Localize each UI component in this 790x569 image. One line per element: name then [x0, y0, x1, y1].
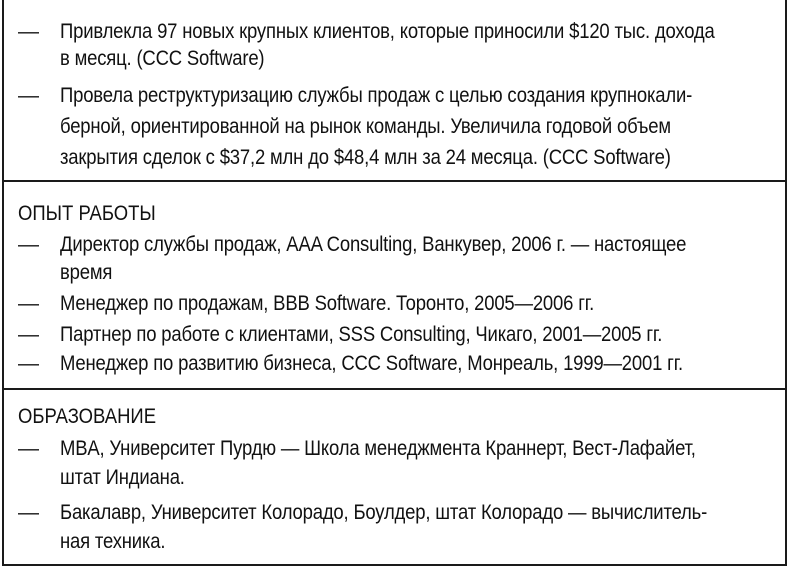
- education-1-line-1: MBA, Университет Пурдю — Школа менеджмента Краннерт, Вест-Лафайет,: [60, 437, 696, 460]
- education-2-line-2: ная техника.: [60, 530, 166, 553]
- section-divider: [4, 180, 785, 182]
- education-1-line-2: штат Индиана.: [60, 466, 185, 489]
- achievement-1-line-2: в месяц. (CCC Software): [60, 47, 265, 70]
- experience-1-line-1: Директор службы продаж, AAA Consulting, Ванкувер, 2006 г. — настоящее: [60, 233, 687, 256]
- bullet-dash: —: [18, 437, 39, 460]
- experience-1-line-2: время: [60, 261, 113, 284]
- education-heading: ОБРАЗОВАНИЕ: [18, 405, 157, 428]
- resume-frame: [2, 0, 787, 566]
- achievement-1-line-1: Привлекла 97 новых крупных клиентов, которые приносили $120 тыс. дохода: [60, 20, 715, 43]
- achievement-2-line-3: закрытия сделок с $37,2 млн до $48,4 млн за 24 месяца. (CCC Software): [60, 146, 671, 169]
- bullet-dash: —: [18, 323, 39, 346]
- experience-2-line-1: Менеджер по продажам, BBB Software. Торонто, 2005—2006 гг.: [60, 292, 595, 315]
- bullet-dash: —: [18, 20, 39, 43]
- bullet-dash: —: [18, 501, 39, 524]
- achievement-2-line-1: Провела реструктуризацию службы продаж с целью создания крупнокали-: [60, 84, 693, 107]
- experience-3-line-1: Партнер по работе с клиентами, SSS Consulting, Чикаго, 2001—2005 гг.: [60, 323, 663, 346]
- education-2-line-1: Бакалавр, Университет Колорадо, Боулдер, штат Колорадо — вычислитель-: [60, 501, 708, 524]
- experience-4-line-1: Менеджер по развитию бизнеса, CCC Software, Монреаль, 1999—2001 гг.: [60, 352, 683, 375]
- experience-heading: ОПЫТ РАБОТЫ: [18, 202, 156, 225]
- section-divider: [4, 388, 785, 390]
- achievement-2-line-2: берной, ориентированной на рынок команды. Увеличила годовой объем: [60, 115, 671, 138]
- bullet-dash: —: [18, 352, 39, 375]
- bullet-dash: —: [18, 233, 39, 256]
- bullet-dash: —: [18, 292, 39, 315]
- bullet-dash: —: [18, 84, 39, 107]
